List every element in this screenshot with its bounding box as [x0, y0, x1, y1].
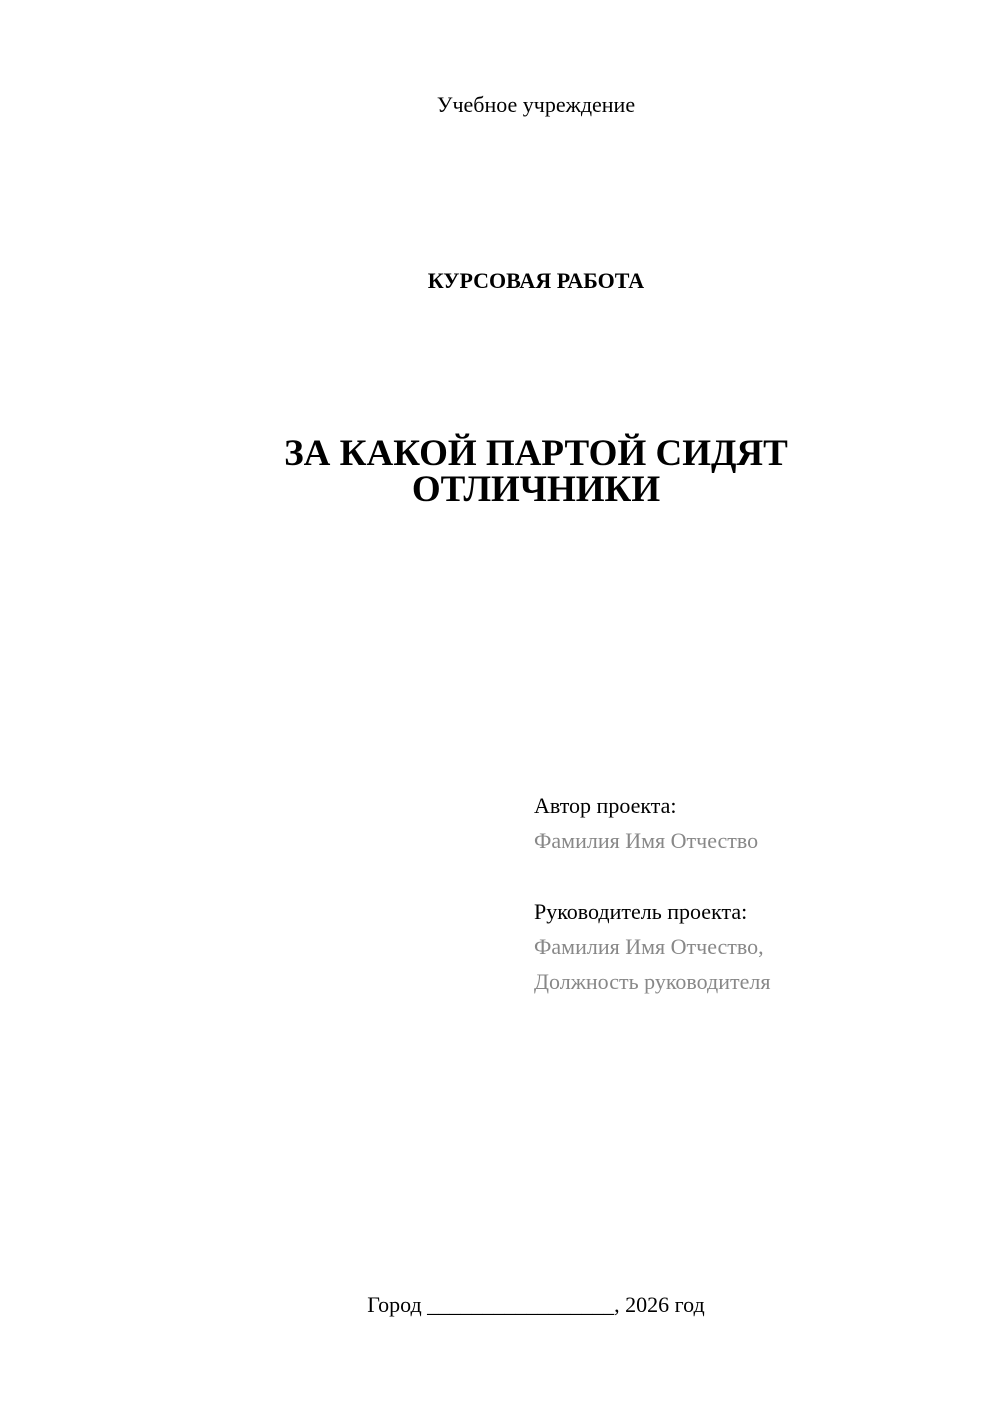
city-label: Город: [367, 1292, 422, 1317]
document-type: КУРСОВАЯ РАБОТА: [427, 268, 645, 293]
institution-name: Учебное учреждение: [436, 92, 636, 117]
credits-spacer: [534, 858, 974, 894]
author-name: Фамилия Имя Отчество: [534, 828, 759, 853]
city-blank: _________________: [427, 1292, 615, 1317]
year-text: , 2026 год: [614, 1292, 705, 1317]
work-title-line-2: ОТЛИЧНИКИ: [411, 469, 661, 510]
supervisor-position: Должность руководителя: [534, 969, 771, 994]
author-label: Автор проекта:: [534, 793, 677, 818]
credits-block: [534, 788, 974, 999]
city-year-footer: [0, 1290, 1000, 1320]
supervisor-label: Руководитель проекта:: [534, 899, 748, 924]
work-title-line-1: ЗА КАКОЙ ПАРТОЙ СИДЯТ: [284, 433, 788, 474]
supervisor-name: Фамилия Имя Отчество,: [534, 934, 764, 959]
work-title: [0, 433, 1000, 510]
